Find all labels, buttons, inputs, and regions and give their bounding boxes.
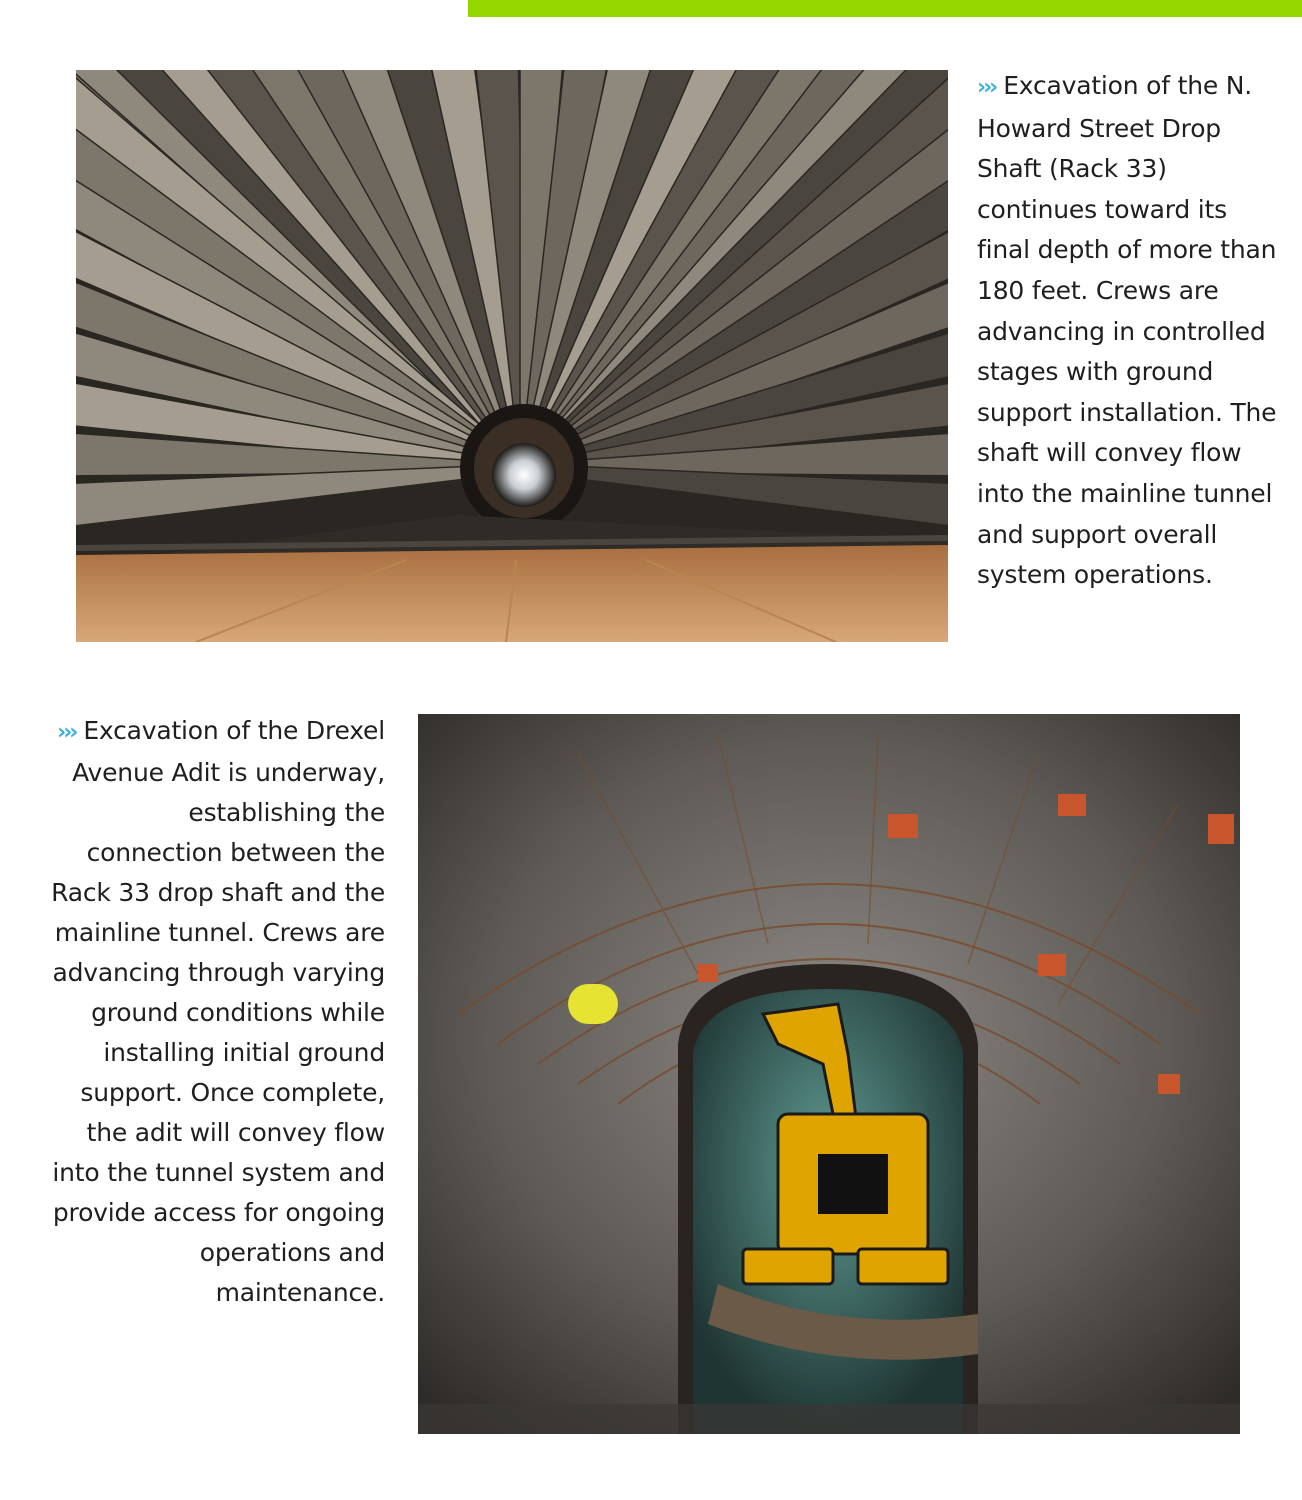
drop-shaft-photo: [76, 70, 948, 642]
adit-excavation-photo: [418, 714, 1240, 1434]
top-accent-bar: [468, 0, 1302, 17]
triple-chevron-right-icon: ›››: [57, 720, 76, 745]
adit-caption: [48, 711, 385, 1313]
caption-text: Excavation of the N. Howard Street Drop Shaft (Rack 33) continues toward its final depth of more than 180 feet. Crews are advancing in controlled stages with ground support installation. The shaft will convey flow into the mainline tunnel and support overall system operations.: [977, 71, 1277, 590]
drop-shaft-caption: [977, 66, 1277, 596]
caption-text: Excavation of the Drexel Avenue Adit is underway, establishing the connection between the Rack 33 drop shaft and the mainline tunnel. Crews are advancing through varying ground conditions while installing initial ground support. Once complete, the adit will convey flow into the tunnel system and provide access for ongoing operations and maintenance.: [51, 716, 385, 1307]
triple-chevron-right-icon: ›››: [977, 75, 996, 100]
